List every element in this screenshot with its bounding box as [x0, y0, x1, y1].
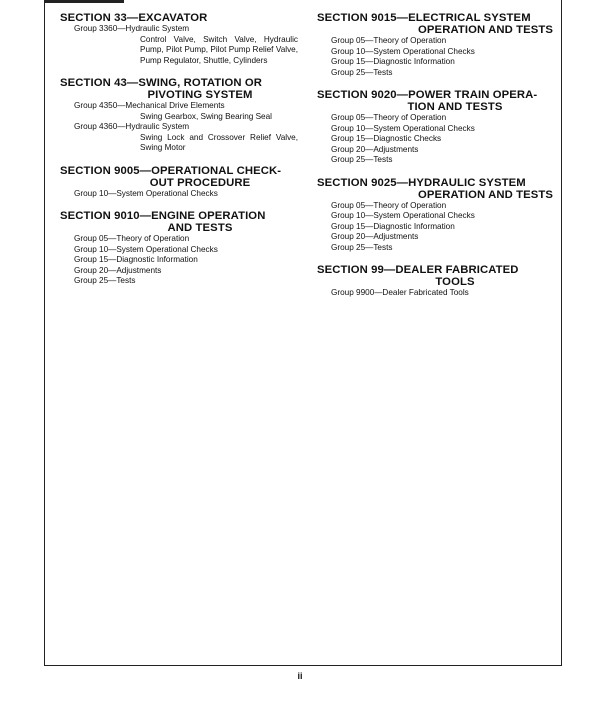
group-label: Group 25—Tests: [74, 276, 136, 285]
section-title-line2: PIVOTING SYSTEM: [147, 89, 253, 101]
section-title-line1: SECTION 9015—ELECTRICAL SYSTEM: [317, 12, 531, 24]
group-details-text: Swing Lock and Crossover Relief Valve, Swing Motor: [140, 132, 298, 152]
group-label: Group 9900—Dealer Fabricated Tools: [331, 288, 469, 297]
toc-section: [317, 89, 553, 166]
group-label: Group 10—System Operational Checks: [74, 188, 218, 198]
toc-section: [317, 264, 553, 299]
section-title-line1: SECTION 99—DEALER FABRICATED: [317, 264, 519, 276]
group-entry: [331, 222, 553, 233]
section-title: [60, 165, 300, 189]
group-entry: [74, 24, 300, 35]
toc-section: [60, 210, 300, 287]
group-entry: [331, 243, 553, 254]
group-label: Group 25—Tests: [331, 155, 393, 164]
section-title: [60, 12, 300, 24]
page-number: ii: [297, 671, 303, 681]
section-title-line1: SECTION 9025—HYDRAULIC SYSTEM: [317, 176, 526, 189]
group-label: Group 15—Diagnostic Checks: [331, 134, 442, 143]
group-label: Group 10—System Operational Checks: [331, 46, 475, 56]
group-entry: [331, 68, 553, 79]
section-title-line1: SECTION 9020—POWER TRAIN OPERA-: [317, 89, 538, 101]
group-entry: [74, 276, 300, 287]
group-label: Group 4350—Mechanical Drive Elements: [74, 101, 225, 110]
group-entry: [331, 155, 553, 166]
toc-section: [60, 77, 300, 154]
section-title-line2: AND TESTS: [167, 222, 233, 234]
group-details-text: Control Valve, Switch Valve, Hydraulic Pump, Pilot Pump, Pilot Pump Relief Valve, Pump Regulator, Shuttle, Cylinders: [140, 34, 298, 65]
group-label: Group 05—Theory of Operation: [331, 36, 447, 45]
group-entry: [331, 57, 553, 68]
group-label: Group 4360—Hydraulic System: [74, 122, 190, 131]
group-details: [74, 112, 300, 123]
section-title-line1: SECTION 9005—OPERATIONAL CHECK-: [60, 164, 282, 177]
group-label: Group 15—Diagnostic Information: [331, 57, 455, 66]
section-title-line1: SECTION 33—EXCAVATOR: [60, 12, 208, 24]
group-label: Group 15—Diagnostic Information: [74, 255, 198, 264]
section-title: [60, 210, 300, 234]
group-entry: [74, 189, 300, 200]
section-title: [60, 77, 300, 101]
group-entry: [331, 288, 553, 299]
group-entry: [331, 232, 553, 243]
group-details: [74, 35, 300, 67]
group-entry: [331, 47, 553, 58]
group-entry: [74, 245, 300, 256]
toc-left-column: [60, 12, 300, 298]
group-label: Group 05—Theory of Operation: [331, 113, 447, 122]
section-title: [317, 89, 553, 113]
group-label: Group 20—Adjustments: [331, 232, 419, 241]
section-title-line2: TION AND TESTS: [407, 101, 503, 113]
section-title: [317, 264, 553, 288]
group-label: Group 25—Tests: [331, 67, 393, 77]
group-entry: [331, 113, 553, 124]
group-label: Group 05—Theory of Operation: [331, 200, 447, 210]
group-label: Group 3360—Hydraulic System: [74, 24, 190, 33]
group-entry: [331, 124, 553, 135]
group-label: Group 10—System Operational Checks: [331, 211, 475, 220]
section-title: [317, 177, 553, 201]
group-entry: [74, 101, 300, 112]
section-title-line2: TOOLS: [435, 276, 475, 288]
group-label: Group 15—Diagnostic Information: [331, 221, 455, 231]
section-title: [317, 12, 553, 36]
group-entry: [331, 36, 553, 47]
toc-section: [317, 177, 553, 254]
toc-section: [60, 12, 300, 66]
group-label: Group 05—Theory of Operation: [74, 234, 190, 243]
section-title-line1: SECTION 9010—ENGINE OPERATION: [60, 210, 266, 222]
group-label: Group 10—System Operational Checks: [331, 123, 475, 133]
group-label: Group 10—System Operational Checks: [74, 244, 218, 254]
group-entry: [331, 134, 553, 145]
group-entry: [331, 145, 553, 156]
group-details: [74, 133, 300, 154]
section-title-line2: OUT PROCEDURE: [149, 176, 251, 189]
section-title-line1: SECTION 43—SWING, ROTATION OR: [60, 77, 263, 89]
toc-section: [60, 165, 300, 200]
toc-section: [317, 12, 553, 78]
toc-right-column: [317, 12, 553, 310]
group-entry: [331, 211, 553, 222]
group-entry: [74, 255, 300, 266]
group-entry: [331, 201, 553, 212]
section-title-line2: OPERATION AND TESTS: [418, 24, 553, 36]
group-entry: [74, 122, 300, 133]
group-label: Group 20—Adjustments: [331, 144, 419, 154]
section-title-line2: OPERATION AND TESTS: [418, 188, 553, 201]
group-details-text: Swing Gearbox, Swing Bearing Seal: [140, 111, 272, 121]
group-entry: [74, 234, 300, 245]
group-label: Group 20—Adjustments: [74, 265, 162, 275]
group-entry: [74, 266, 300, 277]
group-label: Group 25—Tests: [331, 242, 393, 252]
